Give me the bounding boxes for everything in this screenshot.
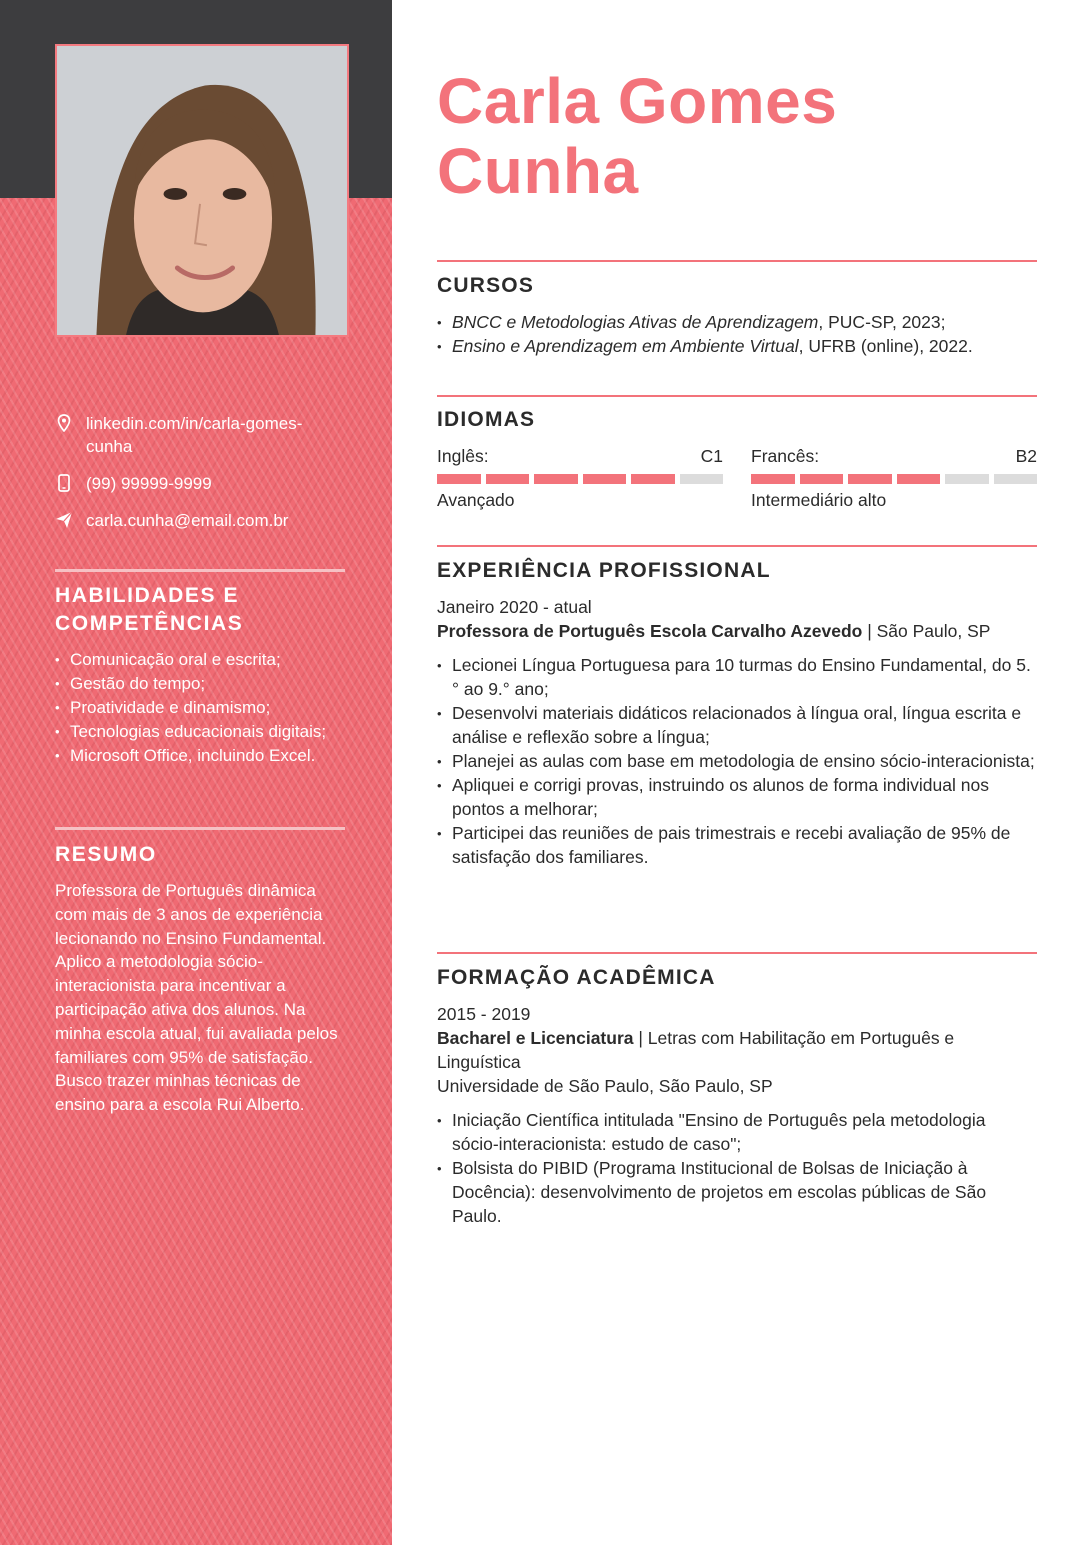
contact-phone — [55, 472, 345, 495]
list-item: • Apliquei e corrigi provas, instruindo os alunos de forma individual nos pontos a melhorar; — [437, 773, 1037, 821]
section-divider — [437, 952, 1037, 954]
list-item: • Planejei as aulas com base em metodologia de ensino sócio-interacionista; — [437, 749, 1037, 773]
education-period: 2015 - 2019 — [437, 1004, 531, 1024]
list-item: • Comunicação oral e escrita; — [55, 648, 345, 672]
languages-heading: IDIOMAS — [437, 408, 536, 431]
language-level-text: Intermediário alto — [751, 490, 887, 510]
course-detail: , PUC-SP, 2023; — [818, 312, 946, 332]
section-divider — [437, 395, 1037, 397]
education-bullets — [437, 1108, 1037, 1228]
language-code: C1 — [700, 446, 723, 466]
skills-heading-line2: COMPETÊNCIAS — [55, 612, 244, 635]
contact-linkedin[interactable] — [55, 412, 345, 458]
language-level-segment — [486, 474, 530, 484]
map-pin-icon — [55, 414, 73, 434]
language-level-bar — [437, 474, 723, 484]
list-item: • Gestão do tempo; — [55, 672, 345, 696]
course-title: BNCC e Metodologias Ativas de Aprendizagem — [452, 312, 819, 332]
sidebar-divider — [55, 569, 345, 572]
language-level-segment — [945, 474, 989, 484]
courses-heading: CURSOS — [437, 274, 535, 297]
list-item: • Desenvolvi materiais didáticos relacionados à língua oral, língua escrita e análise e reflexão sobre a língua; — [437, 701, 1037, 749]
contact-email[interactable] — [55, 509, 345, 532]
contact-list — [55, 412, 345, 546]
list-item: • Proatividade e dinamismo; — [55, 696, 345, 720]
sidebar-pattern-background — [0, 198, 392, 1545]
list-item — [437, 334, 1037, 358]
linkedin-link[interactable]: linkedin.com/in/carla-gomes-cunha — [86, 414, 303, 456]
education-course: | Letras com Habilitação em Português e Linguística — [437, 1028, 955, 1072]
language-name: Inglês: — [437, 446, 489, 466]
list-item: • Participei das reuniões de pais trimestrais e recebi avaliação de 95% de satisfação dos familiares. — [437, 821, 1037, 869]
list-item: • Lecionei Língua Portuguesa para 10 turmas do Ensino Fundamental, do 5.° ao 9.° ano; — [437, 653, 1037, 701]
sidebar — [0, 0, 392, 1545]
language-level-segment — [994, 474, 1038, 484]
phone-number: (99) 99999-9999 — [86, 474, 212, 493]
education-entry — [437, 1002, 1037, 1228]
candidate-name-line2: Cunha — [437, 135, 639, 207]
language-code: B2 — [1015, 446, 1037, 466]
language-level-segment — [583, 474, 627, 484]
experience-location: | São Paulo, SP — [862, 621, 991, 641]
language-level-bar — [751, 474, 1037, 484]
language-level-segment — [897, 474, 941, 484]
experience-period: Janeiro 2020 - atual — [437, 597, 592, 617]
education-heading: FORMAÇÃO ACADÊMICA — [437, 966, 716, 989]
list-item: • Bolsista do PIBID (Programa Institucional de Bolsas de Iniciação à Docência): desenvolvimento de projetos em escolas públicas de São Paulo. — [437, 1156, 1037, 1228]
language-french — [751, 444, 1037, 512]
experience-title — [437, 619, 1037, 643]
summary-text: Professora de Português dinâmica com mais de 3 anos de experiência lecionando no Ensino Fundamental. Aplico a metodologia sócio-interacionista para incentivar a participação ativa dos alunos. Na minha escola atual, fui avaliada pelos familiares com 95% de satisfação. Busco trazer minhas técnicas de ensino para a escola Rui Alberto. — [55, 881, 338, 1115]
language-level-segment — [437, 474, 481, 484]
language-level-segment — [534, 474, 578, 484]
experience-heading: EXPERIÊNCIA PROFISSIONAL — [437, 559, 771, 582]
list-item: • Microsoft Office, incluindo Excel. — [55, 744, 345, 768]
language-level-segment — [680, 474, 724, 484]
profile-photo — [55, 44, 349, 337]
language-level-text: Avançado — [437, 490, 515, 510]
education-institution: Universidade de São Paulo, São Paulo, SP — [437, 1076, 773, 1096]
send-icon — [55, 511, 73, 531]
course-detail: , UFRB (online), 2022. — [798, 336, 973, 356]
candidate-name-line1: Carla Gomes — [437, 65, 838, 137]
skills-heading-line1: HABILIDADES E — [55, 584, 240, 607]
course-title: Ensino e Aprendizagem em Ambiente Virtual — [452, 336, 799, 356]
sidebar-divider — [55, 827, 345, 830]
skills-heading — [55, 582, 243, 638]
language-english — [437, 444, 723, 512]
experience-bullets — [437, 653, 1037, 869]
candidate-name — [437, 66, 837, 206]
experience-role: Professora de Português Escola Carvalho Azevedo — [437, 621, 863, 641]
language-level-segment — [631, 474, 675, 484]
language-level-segment — [751, 474, 795, 484]
summary-heading: RESUMO — [55, 843, 157, 866]
section-divider — [437, 260, 1037, 262]
language-name: Francês: — [751, 446, 820, 466]
experience-entry — [437, 595, 1037, 869]
skills-list — [55, 648, 345, 768]
section-divider — [437, 545, 1037, 547]
list-item: • Iniciação Científica intitulada "Ensino de Português pela metodologia sócio-interacionista: estudo de caso"; — [437, 1108, 1037, 1156]
courses-list — [437, 310, 1037, 358]
language-level-segment — [848, 474, 892, 484]
education-degree: Bacharel e Licenciatura — [437, 1028, 634, 1048]
language-level-segment — [800, 474, 844, 484]
phone-icon — [55, 474, 73, 494]
list-item — [437, 310, 1037, 334]
list-item: • Tecnologias educacionais digitais; — [55, 720, 345, 744]
education-title — [437, 1026, 1037, 1074]
email-link[interactable]: carla.cunha@email.com.br — [86, 511, 289, 530]
